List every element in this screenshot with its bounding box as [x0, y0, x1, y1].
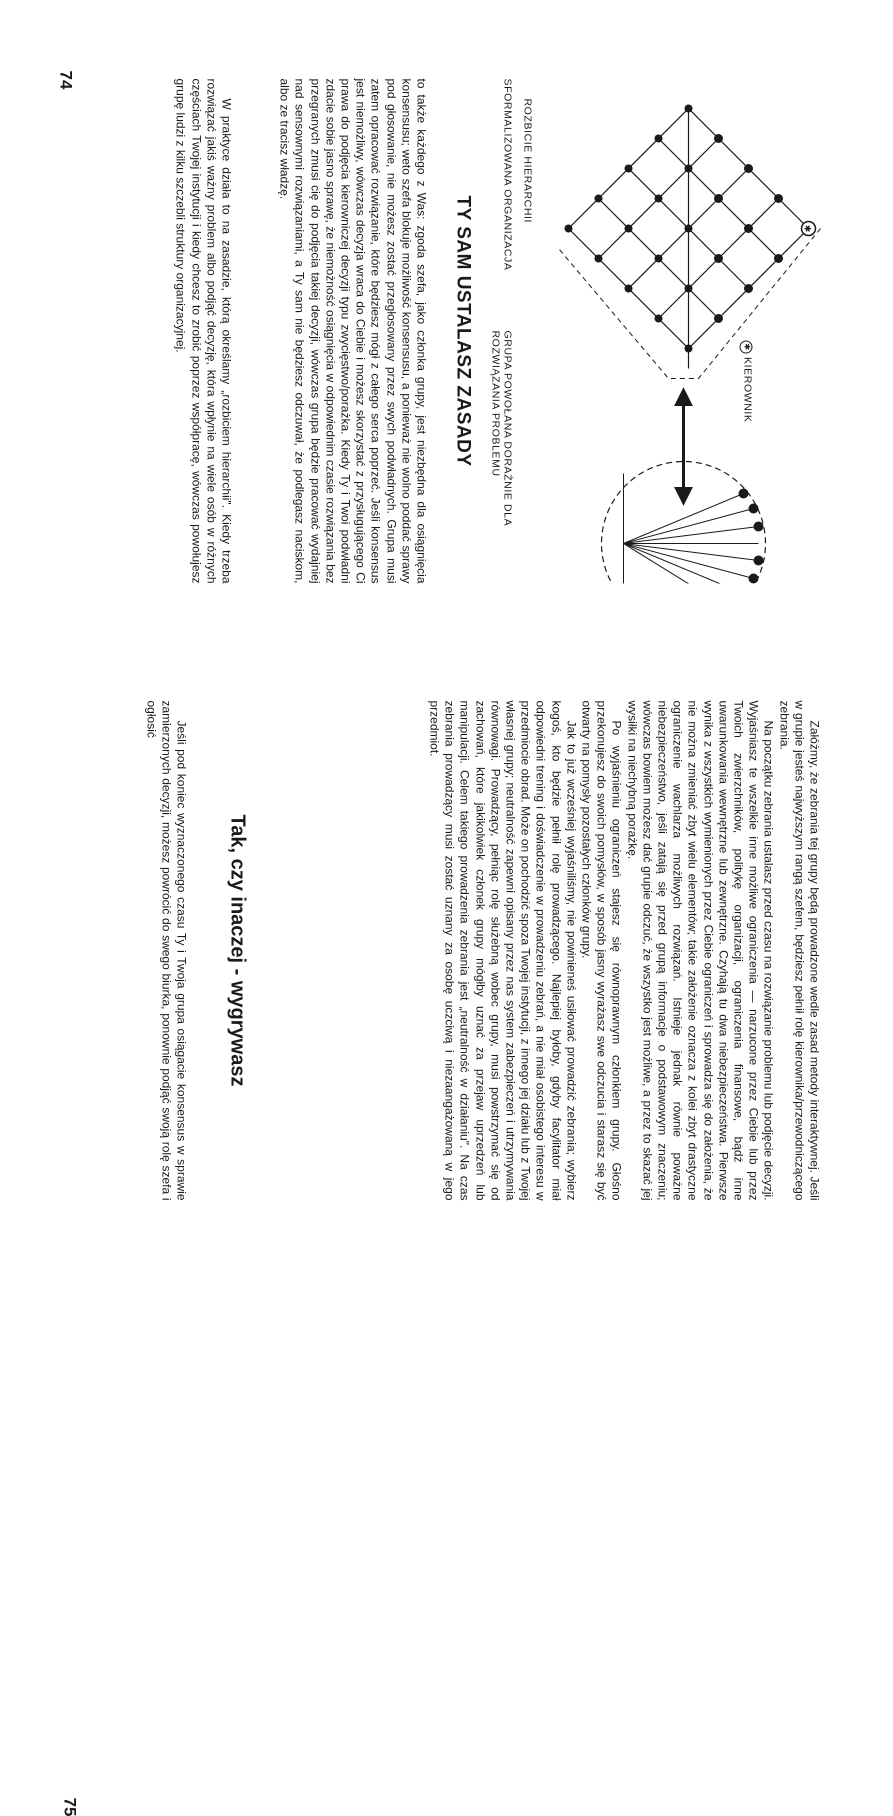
label-group: GRUPA POWOŁANA DORAŹNIE DLA ROZWIĄZANIA PROBLEMU — [489, 330, 513, 526]
paragraph: Jeśli pod koniec wyznaczonego czasu Ty i Twoja grupa osiągacie konsensus w sprawie zamierzonych decyzji, możesz powrócić do swego biurka, ponownie podjąć swoją rolę szefa i ogłosić — [143, 700, 188, 1200]
left-heading: TY SAM USTALASZ ZASADY — [452, 194, 473, 467]
pyramid-nodes — [564, 104, 815, 352]
svg-text:✱: ✱ — [802, 224, 812, 232]
right-heading: Tak, czy inaczej - wygrywasz — [226, 814, 248, 1086]
right-page — [0, 632, 893, 1816]
paragraph: Po wyjaśnieniu ograniczeń stajesz się równoprawnym członkiem grupy. Głośno przekonujesz do swoich pomysłów, w sposób jasny wyrażasz swe odczucia i starasz się być otwarty na pomysły pozostałych członków grupy. — [578, 700, 624, 1200]
hierarchy-illustration — [488, 78, 848, 583]
paragraph: Na początku zebrania ustalasz przed czasu na rozwiązanie problemu lub podjęcie decyzji. Wyjaśniasz te wszelkie inne możliwe ograniczenia — narzucone przez Ciebie lub przez Twoich zwierzchników, politykę organizacji, ograniczenia finansowe, bądź inne uwarunkowania wewnętrzne lub zewnętrzne. Czyhają tu dwa niebezpieczeństwa. Pierwsze wynika z wszystkich wymienionych przez Ciebie ograniczeń i sprowadza się do założenia, że nie można zmieniać zbyt wielu elementów; takie założenie oznacza z kolei zbyt drastyczne ograniczenie wachlarza możliwych rozwiązań. Istnieje jednak równie poważne niebezpieczeństwo, jeśli zatają się przed grupą informacje o podstawowym znaczeniu; wówczas bowiem możesz dać grupie odczuć, że wszystko jest możliwe, a przez to skazać jej wysiłki na niechybną porażkę. — [624, 700, 776, 1200]
right-closing — [142, 700, 188, 1200]
legend — [739, 340, 753, 500]
right-body — [426, 700, 821, 1200]
page-number-left: 74 — [56, 70, 75, 89]
group-nodes — [738, 488, 763, 583]
left-page — [0, 0, 893, 632]
paragraph: Jak to już wcześniej wyjaśniliśmy, nie powinieneś usiłować prowadzić zebrania; wybierz kogoś, kto będzie pełnił rolę prowadzącego. Najlepiej byłoby, gdyby facylitator miał odpowiedni trening i doświadczenie w prowadzeniu zebrań, a nie miał osobistego interesu w przedmiocie obrad. Może on pochodzić spoza Twojej instytucji, z innego jej działu lub z Twojej własnej grupy; neutralność zapewni opisany przez nas system zabezpieczeń i utrzymywania równowagi. Prowadzący, pełniąc rolę służebną wobec grupy, musi powstrzymać się od zachowań, które jakikolwiek członek grupy mógłby uznać za przejaw uprzedzeń lub manipulacji. Celem takiego prowadzenia zebrania jest „neutralność w działaniu". Na czas zebrania prowadzący musi zostać uznany za osobę uczciwą i niezaangażowaną w jego przedmiot. — [426, 700, 578, 1200]
hierarchy-diagram — [488, 78, 848, 583]
legend-item-manager: ✱ KIEROWNIK — [739, 340, 753, 500]
paragraph: Załóżmy, że zebrania tej grupy będą prowadzone wedle zasad metody interaktywnej. Jeśli w grupie jesteś najwyższym rangą szefem, będziesz pełnił rolę kierownika/przewodniczącego zebrania. — [776, 700, 821, 1200]
left-body — [172, 78, 233, 583]
double-arrow — [676, 390, 690, 502]
left-intro — [276, 78, 428, 583]
page-number-right: 75 — [60, 1797, 79, 1816]
intro-paragraph: to także każdego z Was: zgoda szefa, jako członka grupy, jest niezbędna dla osiągnięcia konsensusu; weto szefa blokuje możliwość konsensusu, a ponieważ nie wolno poddać sprawy pod głosowanie, nie możesz zostać przegłosowany przez swych podwładnych. Grupa musi zatem opracować rozwiązanie, które będziesz mógł z całego serca poprzeć. Jeśli konsensus jest niemożliwy, wówczas decyzja wraca do Ciebie i możesz skorzystać z przysługującego Ci prawa do podjęcia kierowniczej decyzji typu zwycięstwo/porażka. Kiedy Ty i Twoi podwładni zdacie sobie jasno sprawę, że niemożność osiągnięcia w odpowiednim czasie rozwiązania bez przegranych zmusi cię do podjęcia takiej decyzji, wówczas grupa będzie pracować wydajniej nad sensownymi rozwiązaniami, a Ty sam nie będziesz odczuwał, że podlegasz naciskom, albo ze tracisz władzę. — [277, 78, 428, 583]
asterisk-icon: ✱ — [739, 340, 752, 353]
paragraph: W praktyce działa to na zasadzie, którą określamy „rozbiciem hierarchii". Kiedy trzeba rozwiązać jakiś ważny problem albo podjąć decyzję, która wpłynie na wiele osób w różnych częściach Twojej instytucji i kiedy chcesz to zrobić poprzez współpracę, wówczas powołujesz grupę ludzi z kilku szczebli struktury organizacyjnej. — [173, 78, 233, 583]
label-hierarchy: ROZBICIE HIERARCHII — [521, 98, 533, 223]
label-formal: SFORMALIZOWANA ORGANIZACJA — [501, 78, 513, 270]
pyramid — [568, 108, 808, 368]
